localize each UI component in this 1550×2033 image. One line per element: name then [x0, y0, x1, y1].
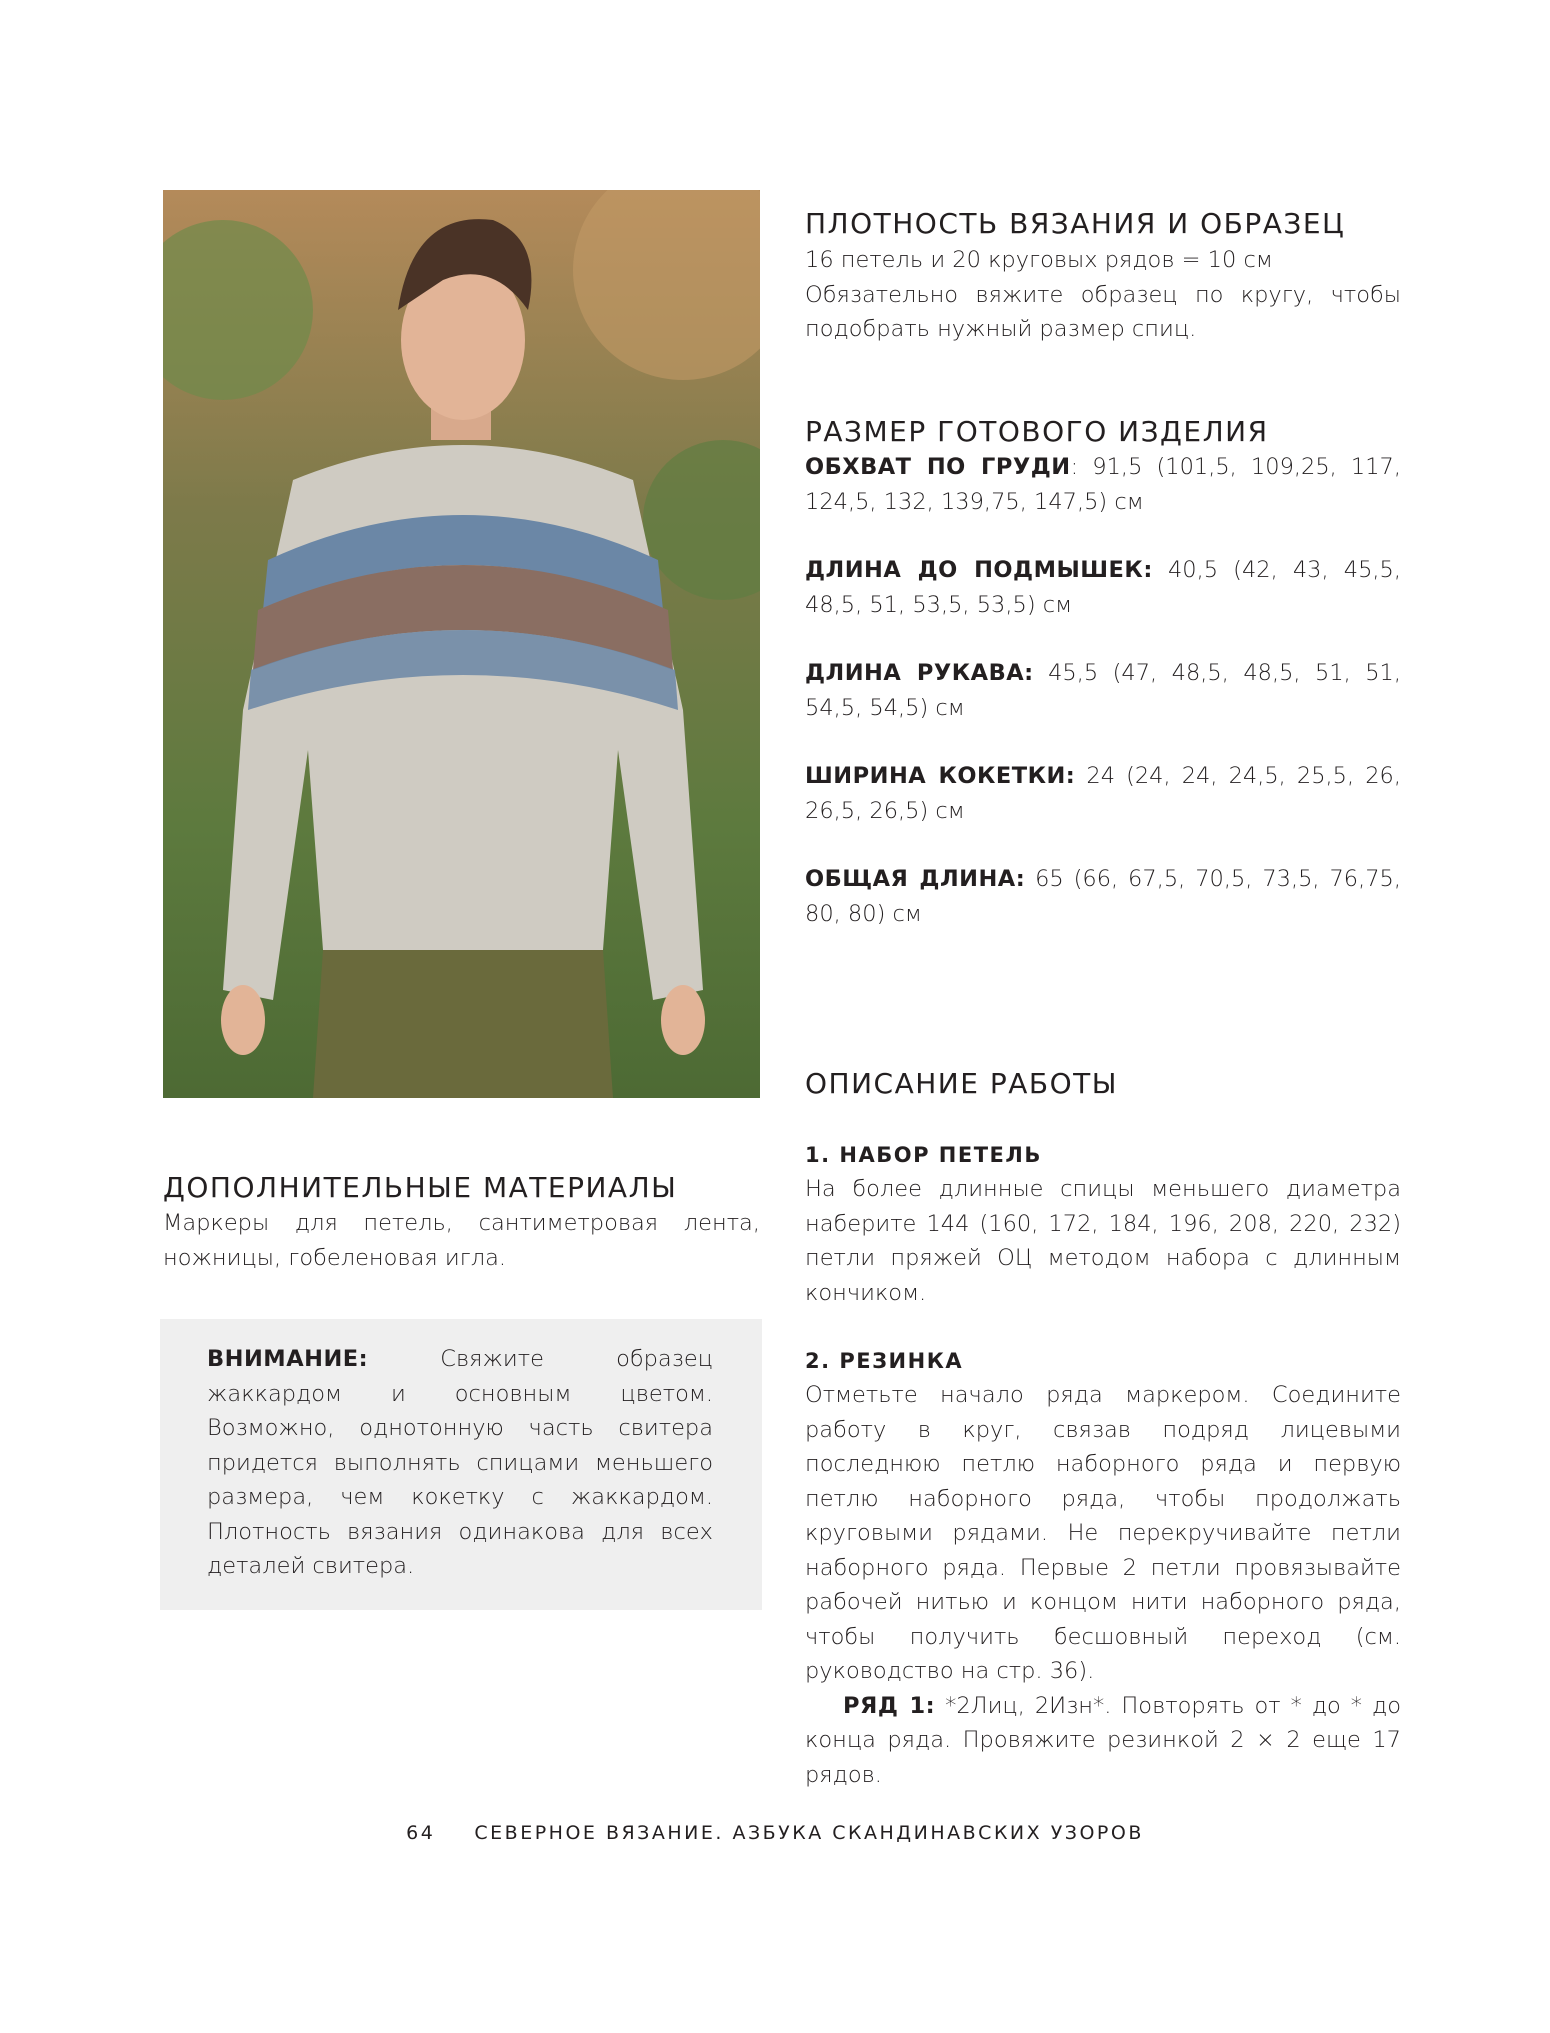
size-list — [805, 450, 1401, 931]
size-value: 24 (24, 24, 24,5, 25,5, 26, 26,5, 26,5) см — [805, 763, 1401, 824]
size-sep — [1153, 557, 1168, 583]
size-sep — [1034, 660, 1048, 686]
size-item-length — [805, 862, 1401, 931]
book-title: СЕВЕРНОЕ ВЯЗАНИЕ. АЗБУКА СКАНДИНАВСКИХ УЗОРОВ — [474, 1822, 1144, 1844]
work-section — [805, 1138, 1401, 1792]
page-footer — [0, 1822, 1550, 1844]
size-value: 45,5 (47, 48,5, 48,5, 51, 51, 54,5, 54,5) см — [805, 660, 1402, 721]
step2-heading: 2. РЕЗИНКА — [805, 1349, 964, 1373]
attention-label: ВНИМАНИЕ: — [207, 1346, 369, 1372]
step1-text: На более длинные спицы меньшего диаметра наберите 144 (160, 172, 184, 196, 208, 220, 232) петли пряжей ОЦ методом набора с длинным кончиком. — [805, 1176, 1401, 1306]
page-number: 64 — [406, 1822, 436, 1844]
gauge-value: 16 петель и 20 круговых рядов = 10 см — [805, 247, 1273, 273]
size-label: ДЛИНА РУКАВА: — [805, 660, 1034, 686]
gauge-section — [805, 243, 1401, 347]
size-label: ОБХВАТ ПО ГРУДИ — [805, 454, 1071, 480]
size-sep: : — [1070, 454, 1093, 480]
gauge-note: Обязательно вяжите образец по кругу, чтобы подобрать нужный размер спиц. — [805, 281, 1401, 342]
row1-instruction — [805, 1689, 1401, 1793]
size-sep — [1075, 763, 1086, 789]
work-heading: ОПИСАНИЕ РАБОТЫ — [805, 1067, 1118, 1100]
size-label: ШИРИНА КОКЕТКИ: — [805, 763, 1076, 789]
size-item-chest — [805, 450, 1401, 519]
materials-heading: ДОПОЛНИТЕЛЬНЫЕ МАТЕРИАЛЫ — [163, 1171, 678, 1204]
photo-illustration — [163, 190, 760, 1098]
materials-text: Маркеры для петель, сантиметровая лента, ножницы, гобеленовая игла. — [163, 1210, 760, 1271]
attention-text: Свяжите образец жаккардом и основным цветом. Возможно, однотонную часть свитера придется выполнять спицами меньшего размера, чем кокетку с жаккардом. Плотность вязания одинакова для всех деталей свитера. — [207, 1346, 713, 1579]
attention-note — [207, 1342, 713, 1584]
sweater-model-photo — [163, 190, 760, 1098]
size-value: 65 (66, 67,5, 70,5, 73,5, 76,75, 80, 80) см — [805, 866, 1402, 927]
row1-label: РЯД 1: — [843, 1692, 936, 1719]
attention-note-box — [160, 1319, 762, 1610]
size-item-yoke — [805, 759, 1401, 828]
gauge-heading: ПЛОТНОСТЬ ВЯЗАНИЯ И ОБРАЗЕЦ — [805, 207, 1346, 240]
row1-text: *2Лиц, 2Изн*. Повторять от * до * до конца ряда. Провяжите резинкой 2 × 2 еще 17 рядов. — [805, 1692, 1401, 1788]
size-item-sleeve — [805, 656, 1401, 725]
size-sep — [1025, 866, 1035, 892]
step2-text: Отметьте начало ряда маркером. Соедините работу в круг, связав подряд лицевыми последнюю петлю наборного ряда и первую петлю наборного ряда, чтобы продолжать круговыми рядами. Не перекручивайте петли наборного ряда. Первые 2 петли провязывайте рабочей нитью и концом нити наборного ряда, чтобы получить бесшовный переход (см. руководство на стр. 36). — [805, 1382, 1401, 1684]
size-heading: РАЗМЕР ГОТОВОГО ИЗДЕЛИЯ — [805, 415, 1269, 448]
size-label: ОБЩАЯ ДЛИНА: — [805, 866, 1026, 892]
size-item-underarm — [805, 553, 1401, 622]
size-value: 40,5 (42, 43, 45,5, 48,5, 51, 53,5, 53,5) см — [805, 557, 1401, 618]
size-value: 91,5 (101,5, 109,25, 117, 124,5, 132, 139,75, 147,5) см — [805, 454, 1402, 515]
size-label: ДЛИНА ДО ПОДМЫШЕК: — [805, 557, 1153, 583]
step1-heading: 1. НАБОР ПЕТЕЛЬ — [805, 1143, 1042, 1167]
